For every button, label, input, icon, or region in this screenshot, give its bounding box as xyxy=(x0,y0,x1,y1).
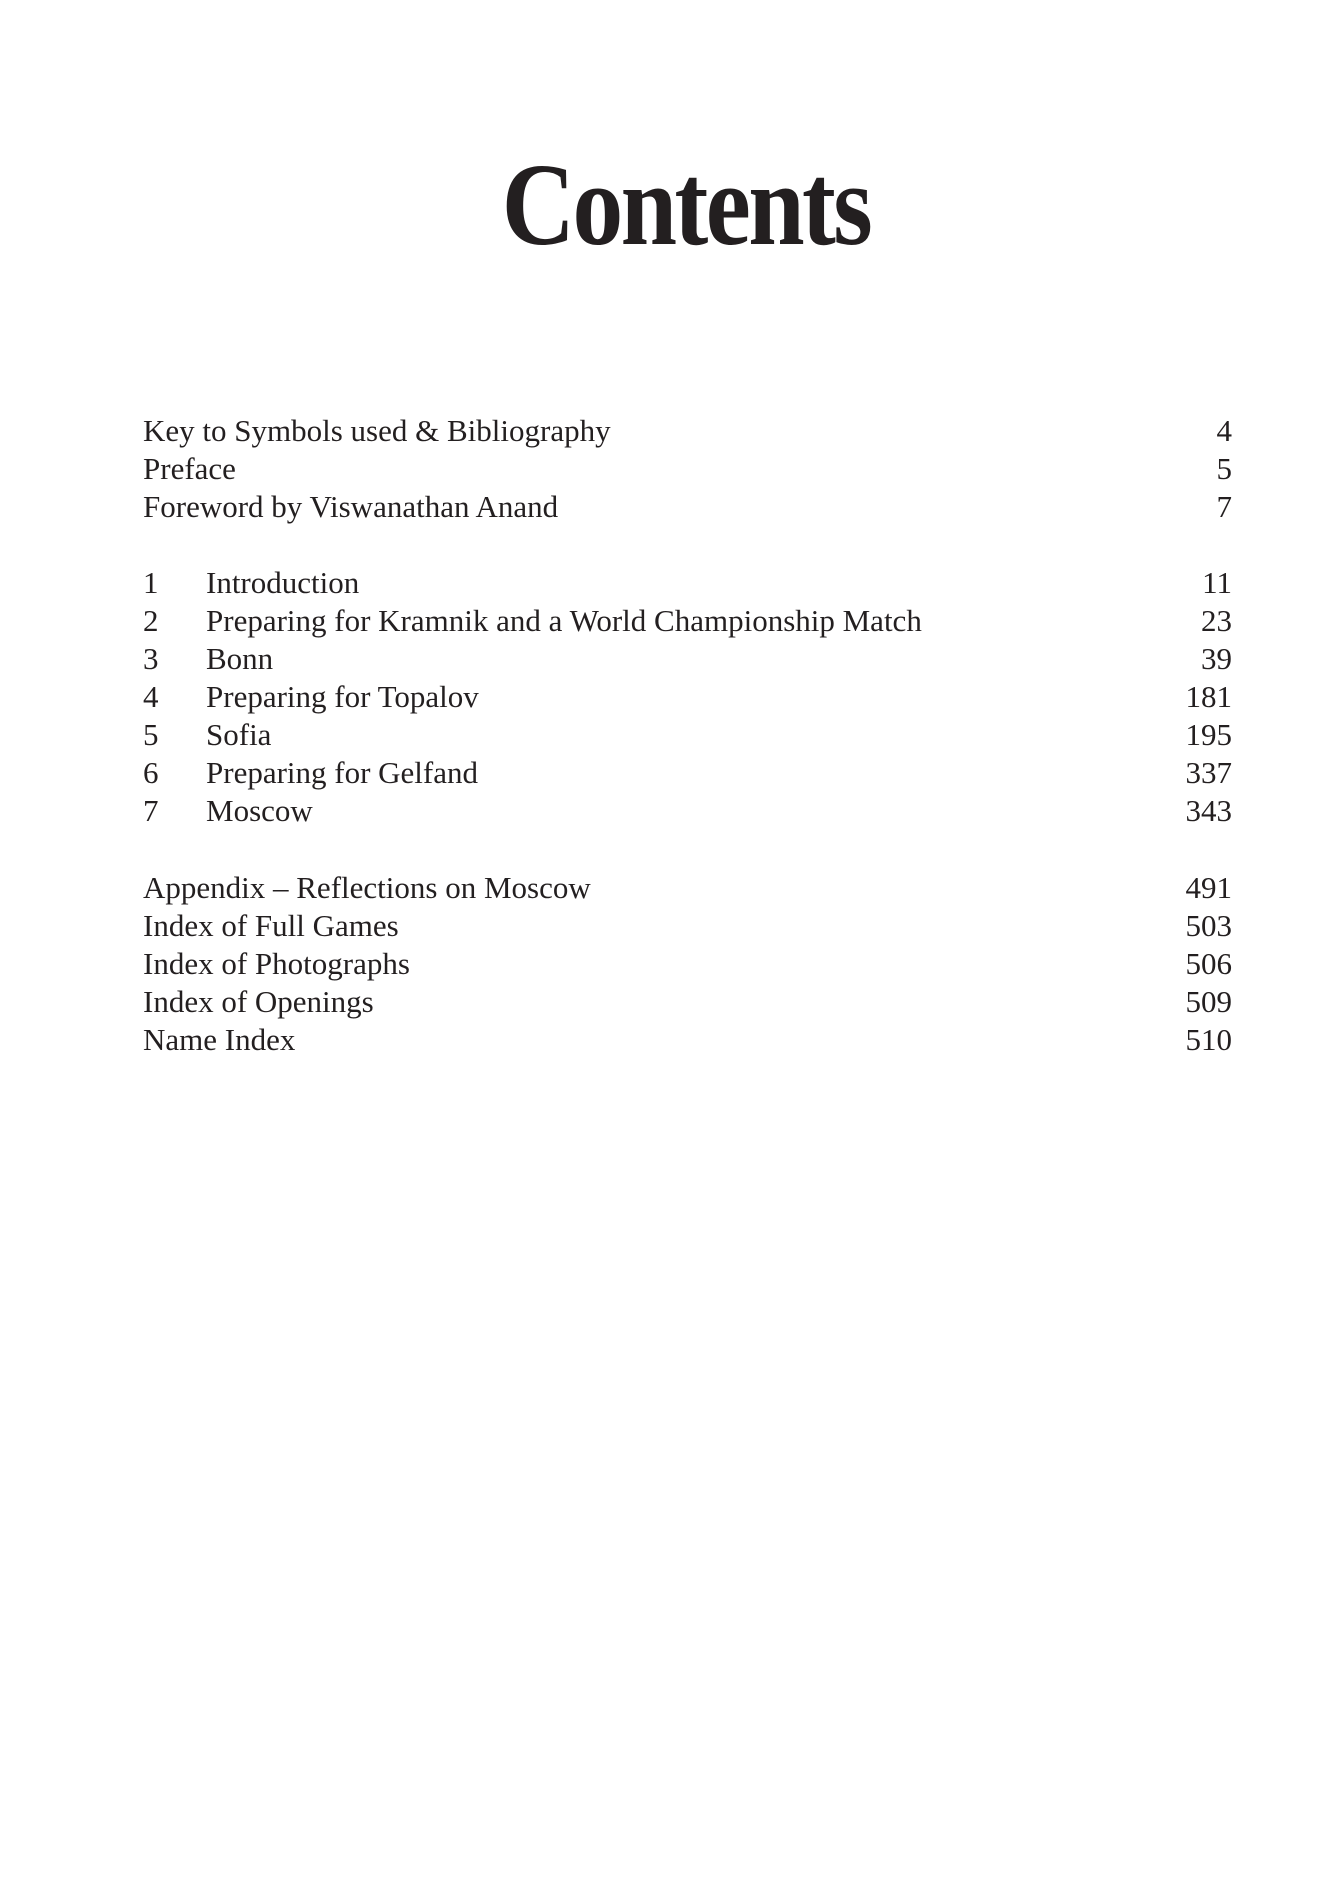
toc-entry-page: 4 xyxy=(1216,413,1232,448)
chapter-number: 1 xyxy=(143,565,159,600)
chapter-title: Moscow xyxy=(206,793,313,828)
toc-entry-page: 510 xyxy=(1185,1022,1232,1057)
toc-entry xyxy=(143,945,1232,983)
toc-entry-page: 503 xyxy=(1185,908,1232,943)
chapter-page: 11 xyxy=(1202,565,1232,600)
chapter-entry xyxy=(143,678,1232,716)
chapter-number: 2 xyxy=(143,603,159,638)
toc-entry xyxy=(143,412,1232,450)
chapter-title: Preparing for Kramnik and a World Championship Match xyxy=(206,603,922,638)
toc-entry-page: 7 xyxy=(1216,489,1232,524)
toc-entry-title: Index of Openings xyxy=(143,984,374,1019)
toc-entry-page: 491 xyxy=(1185,870,1232,905)
chapter-entry xyxy=(143,564,1232,602)
chapter-title: Bonn xyxy=(206,641,274,676)
chapter-number: 5 xyxy=(143,717,159,752)
toc-entry xyxy=(143,450,1232,488)
chapter-page: 337 xyxy=(1185,755,1232,790)
toc-entry xyxy=(143,907,1232,945)
chapter-page: 195 xyxy=(1185,717,1232,752)
chapters-list xyxy=(143,564,1232,830)
toc-entry-title: Index of Full Games xyxy=(143,908,399,943)
chapter-entry xyxy=(143,754,1232,792)
toc-entry-title: Name Index xyxy=(143,1022,296,1057)
toc-entry-page: 506 xyxy=(1185,946,1232,981)
toc-entry-title: Index of Photographs xyxy=(143,946,410,981)
chapter-title: Introduction xyxy=(206,565,360,600)
chapter-page: 181 xyxy=(1185,679,1232,714)
front-matter-list xyxy=(143,412,1232,526)
toc-entry-page: 509 xyxy=(1185,984,1232,1019)
toc-entry xyxy=(143,1021,1232,1059)
chapter-title: Preparing for Topalov xyxy=(206,679,479,714)
chapter-entry xyxy=(143,640,1232,678)
toc-entry-title: Key to Symbols used & Bibliography xyxy=(143,413,611,448)
toc-entry xyxy=(143,869,1232,907)
chapter-page: 343 xyxy=(1185,793,1232,828)
page-title: Contents xyxy=(501,139,871,270)
chapter-number: 3 xyxy=(143,641,159,676)
chapter-title: Sofia xyxy=(206,717,272,752)
toc-entry xyxy=(143,488,1232,526)
toc-entry-page: 5 xyxy=(1216,451,1232,486)
chapter-number: 4 xyxy=(143,679,159,714)
back-matter-list xyxy=(143,869,1232,1059)
chapter-entry xyxy=(143,716,1232,754)
toc-entry xyxy=(143,983,1232,1021)
toc-entry-title: Foreword by Viswanathan Anand xyxy=(143,489,559,524)
chapter-title: Preparing for Gelfand xyxy=(206,755,479,790)
chapter-page: 39 xyxy=(1201,641,1232,676)
toc-entry-title: Preface xyxy=(143,451,236,486)
chapter-entry xyxy=(143,602,1232,640)
chapter-page: 23 xyxy=(1201,603,1232,638)
chapter-entry xyxy=(143,792,1232,830)
toc-entry-title: Appendix – Reflections on Moscow xyxy=(143,870,591,905)
chapter-number: 6 xyxy=(143,755,159,790)
chapter-number: 7 xyxy=(143,793,159,828)
